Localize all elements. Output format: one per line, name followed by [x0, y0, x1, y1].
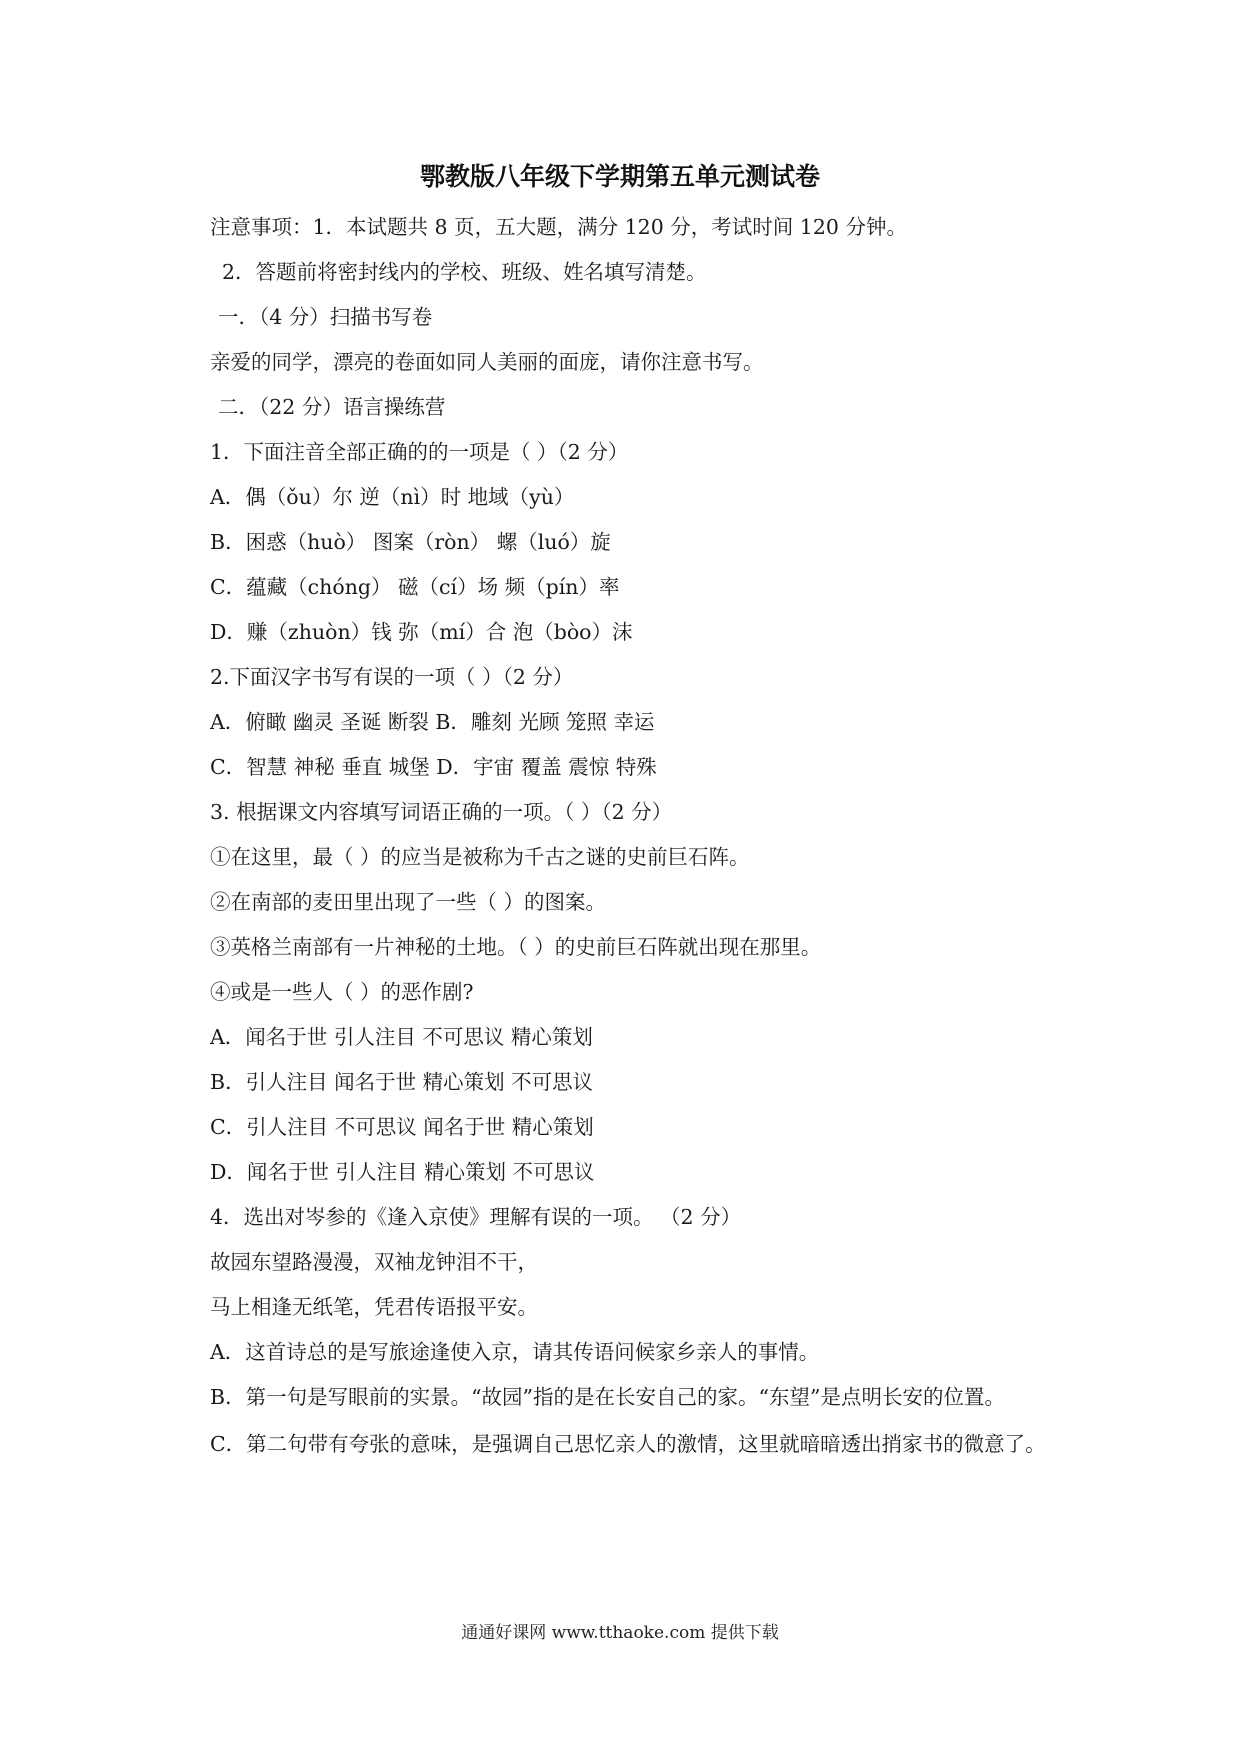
notes-line-2: 2．答题前将密封线内的学校、班级、姓名填写清楚。 [222, 260, 707, 284]
q3-option-d: D．闻名于世 引人注目 精心策划 不可思议 [210, 1160, 595, 1184]
q4-option-b: B．第一句是写眼前的实景。“故园”指的是在长安自己的家。“东望”是点明长安的位置。 [210, 1385, 1005, 1409]
q3-option-c: C．引人注目 不可思议 闻名于世 精心策划 [210, 1115, 594, 1139]
q1-option-c: C．蕴藏（chóng） 磁（cí）场 频（pín）率 [210, 575, 620, 599]
page-title: 鄂教版八年级下学期第五单元测试卷 [419, 162, 820, 191]
q4-poem-line-1: 故园东望路漫漫，双袖龙钟泪不干， [210, 1250, 538, 1274]
q3-blank-1: ①在这里，最（ ）的应当是被称为千古之谜的史前巨石阵。 [210, 845, 750, 869]
q4-option-c: C．第二句带有夸张的意味，是强调自己思忆亲人的激情，这里就暗暗透出捎家书的微意了。 [210, 1432, 1046, 1456]
q1-stem: 1．下面注音全部正确的的一项是（ ）（2 分） [210, 440, 629, 464]
q2-option-ab: A．俯瞰 幽灵 圣诞 断裂 B．雕刻 光顾 笼照 幸运 [210, 710, 655, 734]
q4-stem: 4．选出对岑参的《逢入京使》理解有误的一项。 （2 分） [210, 1205, 742, 1229]
q3-stem: 3. 根据课文内容填写词语正确的一项。（ ）（2 分） [210, 800, 673, 824]
q2-stem: 2.下面汉字书写有误的一项（ ）（2 分） [210, 665, 574, 689]
footer-credit: 通通好课网 www.tthaoke.com 提供下载 [461, 1623, 779, 1643]
section2-heading: 二．（22 分）语言操练营 [218, 395, 446, 419]
q3-option-b: B．引人注目 闻名于世 精心策划 不可思议 [210, 1070, 594, 1094]
notes-line-1: 注意事项：1．本试题共 8 页，五大题，满分 120 分，考试时间 120 分钟。 [210, 215, 907, 239]
q3-blank-2: ②在南部的麦田里出现了一些（ ）的图案。 [210, 890, 607, 914]
q1-option-d: D．赚（zhuòn）钱 弥（mí）合 泡（bòo）沫 [210, 620, 633, 644]
q3-blank-4: ④或是一些人（ ）的恶作剧? [210, 980, 474, 1004]
q1-option-a: A．偶（ǒu）尔 逆（nì）时 地域（yù） [210, 485, 575, 509]
q3-option-a: A．闻名于世 引人注目 不可思议 精心策划 [210, 1025, 593, 1049]
q2-option-cd: C．智慧 神秘 垂直 城堡 D．宇宙 覆盖 震惊 特殊 [210, 755, 657, 779]
q4-poem-line-2: 马上相逢无纸笔，凭君传语报平安。 [210, 1295, 538, 1319]
q4-option-a: A．这首诗总的是写旅途逢使入京，请其传语问候家乡亲人的事情。 [210, 1340, 820, 1364]
q3-blank-3: ③英格兰南部有一片神秘的土地。（ ）的史前巨石阵就出现在那里。 [210, 935, 822, 959]
section1-heading: 一．（4 分）扫描书写卷 [218, 305, 433, 329]
section1-body: 亲爱的同学，漂亮的卷面如同人美丽的面庞，请你注意书写。 [210, 350, 764, 374]
q1-option-b: B．困惑（huò） 图案（ròn） 螺（luó）旋 [210, 530, 611, 554]
